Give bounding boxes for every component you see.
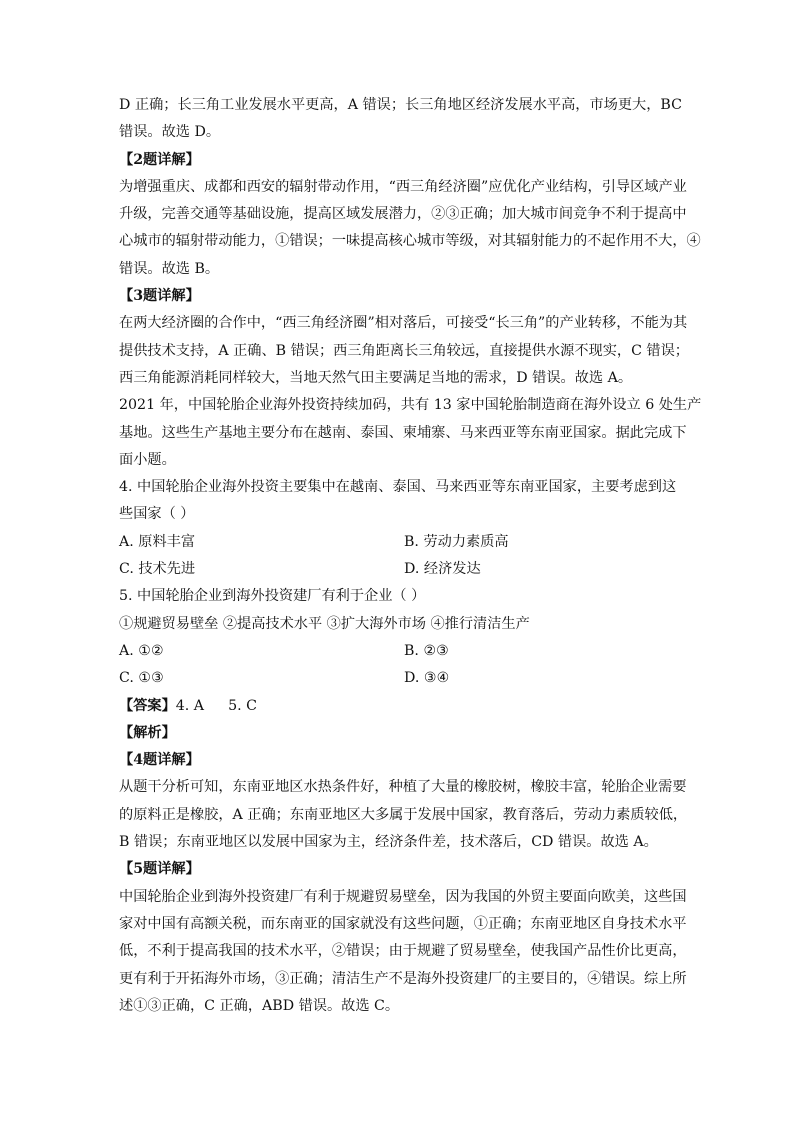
answer-options-row bbox=[119, 556, 675, 583]
text-line: 错误。故选 D。 bbox=[119, 124, 221, 141]
option-left: A. ①② bbox=[119, 642, 164, 659]
section-heading: 【解析】 bbox=[119, 724, 176, 741]
text-line: 为增强重庆、成都和西安的辐射带动作用，“西三角经济圈”应优化产业结构，引导区域产业 bbox=[119, 178, 687, 195]
document-page bbox=[119, 92, 702, 1020]
text-line: D 正确；长三角工业发展水平更高，A 错误；长三角地区经济发展水平高，市场更大，BC bbox=[119, 97, 682, 113]
text-line: 面小题。 bbox=[119, 451, 176, 468]
text-line: 基地。这些生产基地主要分布在越南、泰国、柬埔寨、马来西亚等东南亚国家。据此完成下 bbox=[119, 424, 687, 441]
text-line: 西三角能源消耗同样较大，当地天然气田主要满足当地的需求，D 错误。故选 A。 bbox=[119, 369, 633, 386]
answer-label: 【答案】 bbox=[119, 697, 176, 714]
text-line: 的原料正是橡胶，A 正确；东南亚地区大多属于发展中国家，教育落后，劳动力素质较低， bbox=[119, 806, 688, 823]
text-line: 错误。故选 B。 bbox=[119, 260, 220, 277]
section-heading: 【2题详解】 bbox=[119, 151, 200, 168]
section-heading: 【4题详解】 bbox=[119, 752, 200, 769]
answer-options-row bbox=[119, 665, 675, 692]
text-line: ①规避贸易壁垒 ②提高技术水平 ③扩大海外市场 ④推行清洁生产 bbox=[119, 615, 530, 632]
option-left: A. 原料丰富 bbox=[119, 533, 196, 550]
text-line: 4. 中国轮胎企业海外投资主要集中在越南、泰国、马来西亚等东南亚国家，主要考虑到这 bbox=[119, 479, 677, 496]
option-left: C. ①③ bbox=[119, 670, 164, 687]
text-line: 中国轮胎企业到海外投资建厂有利于规避贸易壁垒，因为我国的外贸主要面向欧美，这些国 bbox=[119, 888, 687, 905]
text-line: 从题干分析可知，东南亚地区水热条件好，种植了大量的橡胶树，橡胶丰富，轮胎企业需要 bbox=[119, 779, 687, 796]
text-line: 2021 年，中国轮胎企业海外投资持续加码，共有 13 家中国轮胎制造商在海外设立 6 处生产 bbox=[119, 397, 702, 414]
section-heading: 【3题详解】 bbox=[119, 288, 200, 305]
answer-options-row bbox=[119, 529, 675, 556]
answer-5: 5. C bbox=[228, 697, 257, 714]
text-line: 心城市的辐射带动能力，①错误；一味提高核心城市等级，对其辐射能力的不起作用不大，④ bbox=[119, 233, 701, 250]
text-line: 更有利于开拓海外市场，③正确；清洁生产不是海外投资建厂的主要目的，④错误。综上所 bbox=[119, 970, 687, 987]
text-line: 低，不利于提高我国的技术水平，②错误；由于规避了贸易壁垒，使我国产品性价比更高， bbox=[119, 943, 687, 960]
text-line: 家对中国有高额关税，而东南亚的国家就没有这些问题，①正确；东南亚地区自身技术水平 bbox=[119, 915, 687, 932]
section-heading: 【5题详解】 bbox=[119, 861, 200, 878]
option-right: D. 经济发达 bbox=[404, 561, 481, 578]
option-left: C. 技术先进 bbox=[119, 561, 196, 578]
text-line: 升级，完善交通等基础设施，提高区域发展潜力，②③正确；加大城市间竞争不利于提高中 bbox=[119, 206, 687, 223]
text-line: 5. 中国轮胎企业到海外投资建厂有利于企业（ ） bbox=[119, 588, 426, 605]
option-right: B. ②③ bbox=[404, 642, 449, 659]
text-line: 些国家（ ） bbox=[119, 506, 195, 523]
option-right: B. 劳动力素质高 bbox=[404, 533, 509, 550]
answer-options-row bbox=[119, 638, 675, 665]
text-line: B 错误；东南亚地区以发展中国家为主，经济条件差，技术落后，CD 错误。故选 A。 bbox=[119, 834, 658, 851]
text-line: 提供技术支持，A 正确、B 错误；西三角距离长三角较远，直接提供水源不现实，C 错误； bbox=[119, 342, 689, 359]
option-right: D. ③④ bbox=[404, 670, 450, 687]
answer-4: 4. A bbox=[175, 697, 205, 714]
answer-line bbox=[119, 693, 675, 720]
text-line: 在两大经济圈的合作中，“西三角经济圈”相对落后，可接受“长三角”的产业转移，不能为其 bbox=[119, 315, 688, 332]
text-line: 述①③正确，C 正确，ABD 错误。故选 C。 bbox=[119, 997, 400, 1014]
